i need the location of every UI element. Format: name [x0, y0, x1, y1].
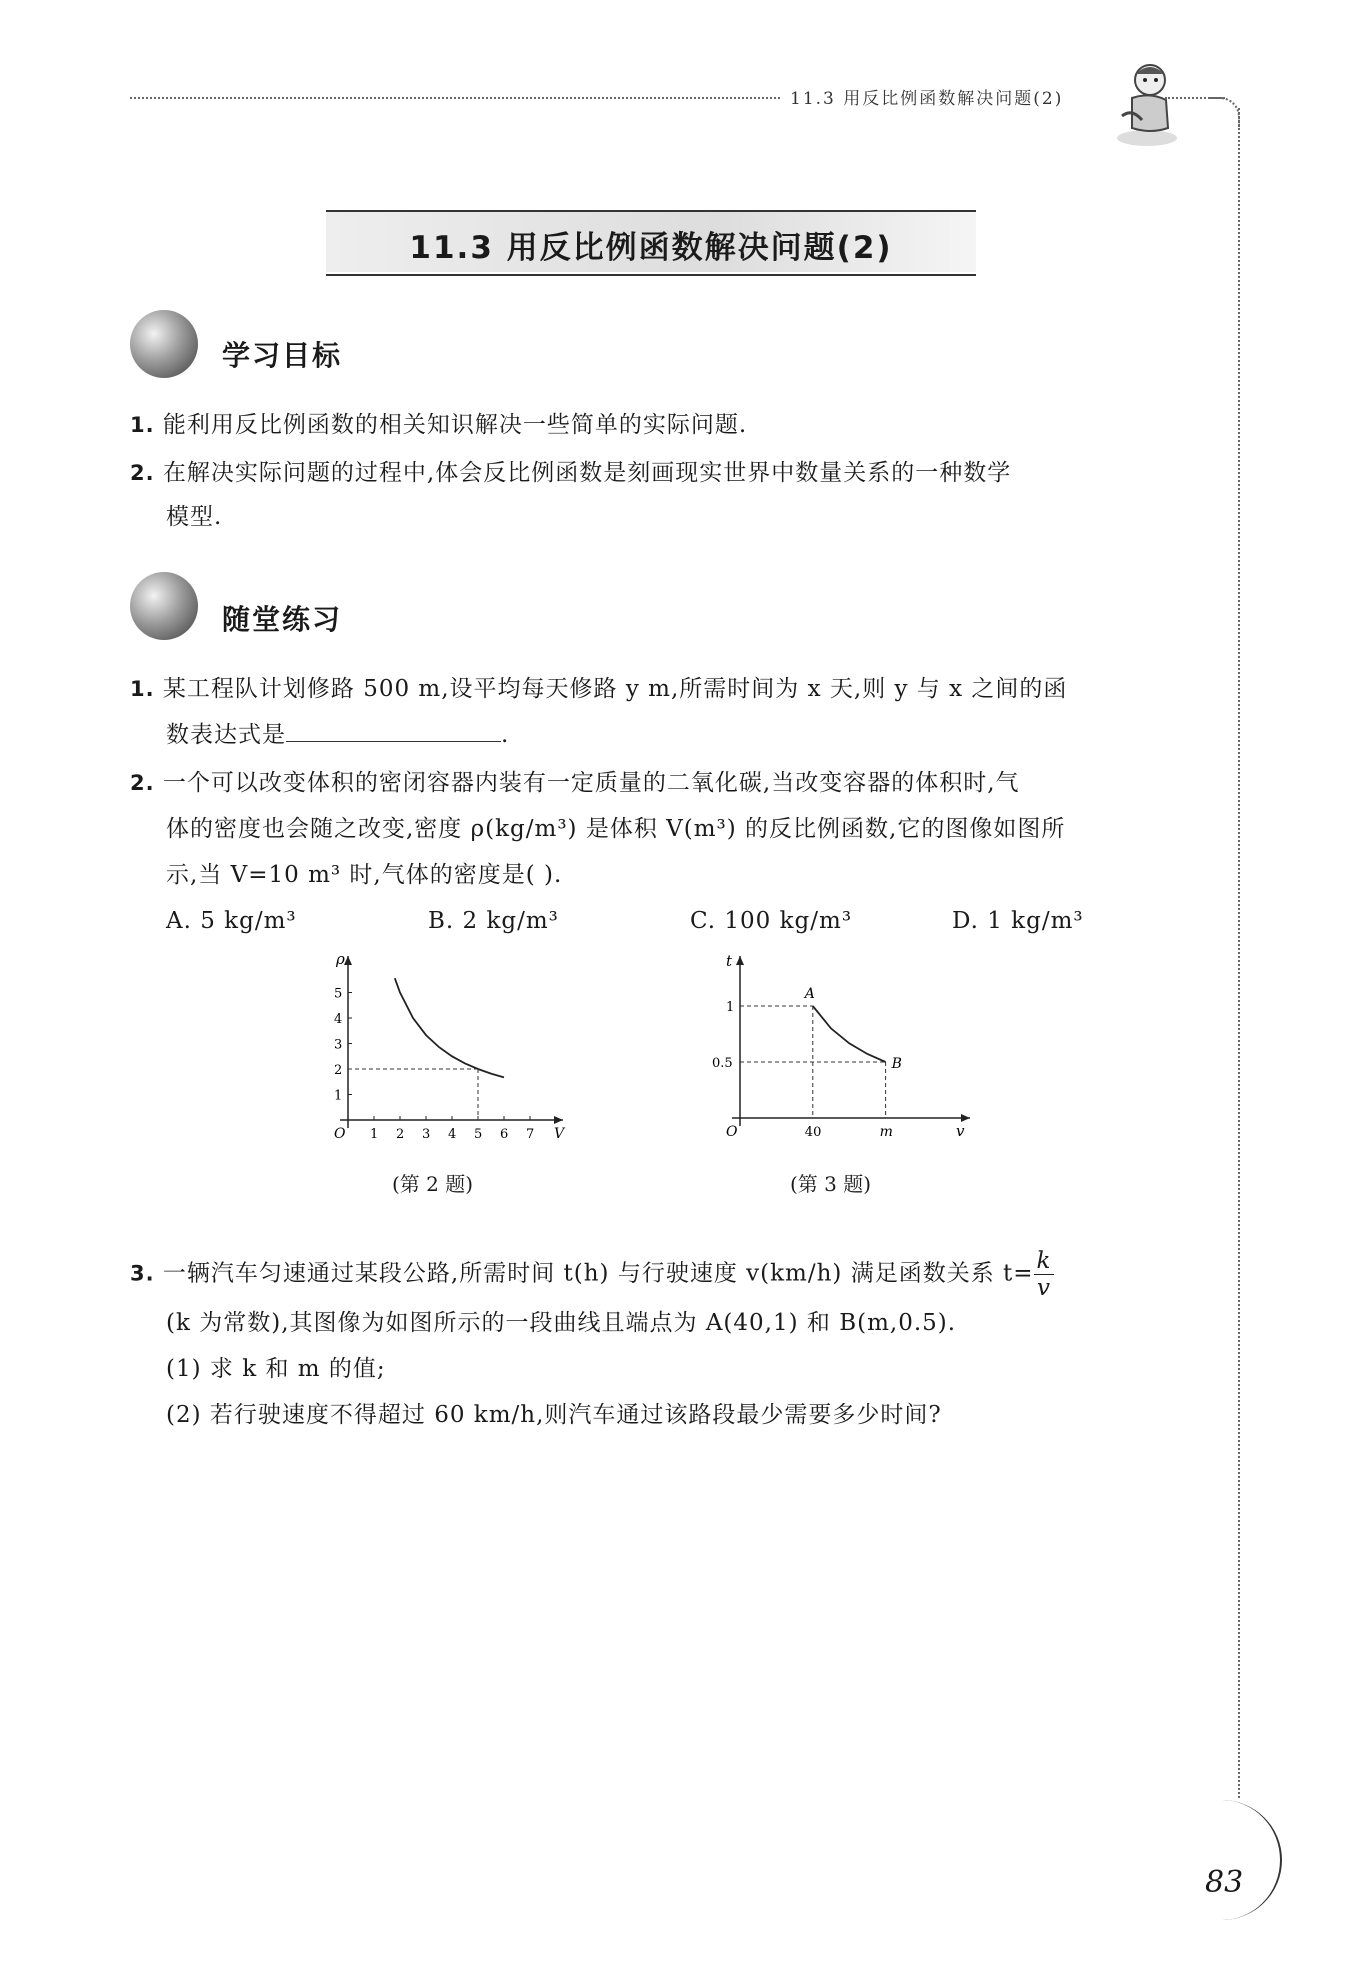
mascot-icon	[1112, 58, 1182, 148]
y-tick-label: 1	[334, 1088, 343, 1104]
section-heading-goals: 学习目标	[222, 339, 343, 372]
x-axis-arrow	[961, 1114, 970, 1122]
page-title: 11.3 用反比例函数解决问题(2)	[409, 230, 893, 266]
option-d: D. 1 kg/m³	[952, 908, 1084, 934]
x-axis-label: v	[956, 1122, 965, 1140]
x-tick-label: 1	[370, 1127, 379, 1142]
y-tick-label: 0.5	[712, 1056, 733, 1071]
y-tick-label: 2	[334, 1063, 343, 1078]
question-1-line-2: 数表达式是 .	[166, 718, 509, 752]
figure-2-graph	[318, 948, 578, 1148]
y-axis-label: t	[726, 952, 733, 970]
x-tick-label: 40	[804, 1125, 822, 1140]
x-axis-label: V	[554, 1126, 565, 1142]
globe-icon	[130, 310, 198, 378]
right-dotted-rule	[1238, 108, 1240, 1798]
x-tick-label: 3	[422, 1127, 431, 1142]
y-tick-label: 1	[726, 1000, 735, 1015]
y-axis-arrow	[344, 956, 352, 965]
answer-blank[interactable]	[286, 719, 501, 742]
origin-label: O	[334, 1126, 346, 1142]
question-2-line-2: 体的密度也会随之改变,密度 ρ(kg/m³) 是体积 V(m³) 的反比例函数,它的图像如图所	[166, 816, 1066, 842]
option-c: C. 100 kg/m³	[690, 908, 853, 934]
curve-t-v	[813, 1006, 886, 1062]
x-tick-label: 4	[448, 1127, 457, 1142]
option-b: B. 2 kg/m³	[428, 908, 559, 934]
point-label-b: B	[891, 1056, 902, 1072]
header-dotted-rule	[130, 97, 780, 99]
question-2-line-1: 2. 一个可以改变体积的密闭容器内装有一定质量的二氧化碳,当改变容器的体积时,气	[130, 770, 1020, 796]
question-2-line-3: 示,当 V=10 m³ 时,气体的密度是( ).	[166, 862, 563, 888]
figure-3-caption: (第 3 题)	[790, 1172, 872, 1196]
curve-rho-v	[395, 978, 504, 1077]
fraction-k-over-v: $\frac{k}{v}$	[1034, 1248, 1055, 1301]
running-head: 11.3 用反比例函数解决问题(2)	[790, 89, 1064, 109]
x-axis-arrow	[554, 1116, 563, 1124]
y-tick-label: 3	[334, 1037, 343, 1053]
point-label-a: A	[804, 986, 815, 1002]
goal-item-1: 1. 能利用反比例函数的相关知识解决一些简单的实际问题.	[130, 412, 748, 438]
figure-2-caption: (第 2 题)	[392, 1172, 474, 1196]
figure-3-graph	[700, 948, 980, 1148]
x-tick-label: 6	[500, 1127, 509, 1142]
y-tick-label: 4	[334, 1012, 343, 1027]
question-3-line-1: 3. 一辆汽车匀速通过某段公路,所需时间 t(h) 与行驶速度 v(km/h) 满足函数关系 t= $\frac{k}{v}$	[130, 1248, 1054, 1301]
x-tick-label: 7	[526, 1127, 535, 1142]
section-heading-practice: 随堂练习	[222, 603, 343, 636]
question-3-sub-1: (1) 求 k 和 m 的值;	[166, 1356, 386, 1382]
y-tick-label: 5	[334, 986, 343, 1002]
option-a: A. 5 kg/m³	[166, 908, 297, 934]
x-tick-label: 2	[396, 1127, 405, 1142]
y-axis-label: ρ	[336, 950, 345, 968]
y-axis-arrow	[736, 956, 744, 965]
question-1-line-1: 1. 某工程队计划修路 500 m,设平均每天修路 y m,所需时间为 x 天,则 y 与 x 之间的函	[130, 676, 1068, 702]
goal-item-2: 2. 在解决实际问题的过程中,体会反比例函数是刻画现实世界中数量关系的一种数学	[130, 460, 1012, 486]
page-corner-rule	[1210, 97, 1240, 127]
page-number-arc	[1200, 1800, 1282, 1920]
origin-label: O	[726, 1124, 738, 1140]
globe-icon	[130, 572, 198, 640]
x-tick-label: m	[879, 1124, 893, 1140]
question-3-sub-2: (2) 若行驶速度不得超过 60 km/h,则汽车通过该路段最少需要多少时间?	[166, 1402, 942, 1428]
x-tick-label: 5	[474, 1127, 483, 1142]
question-3-line-2: (k 为常数),其图像为如图所示的一段曲线且端点为 A(40,1) 和 B(m,0.5).	[166, 1310, 957, 1336]
page-number: 83	[1205, 1865, 1244, 1900]
goal-item-2-cont: 模型.	[166, 504, 223, 530]
